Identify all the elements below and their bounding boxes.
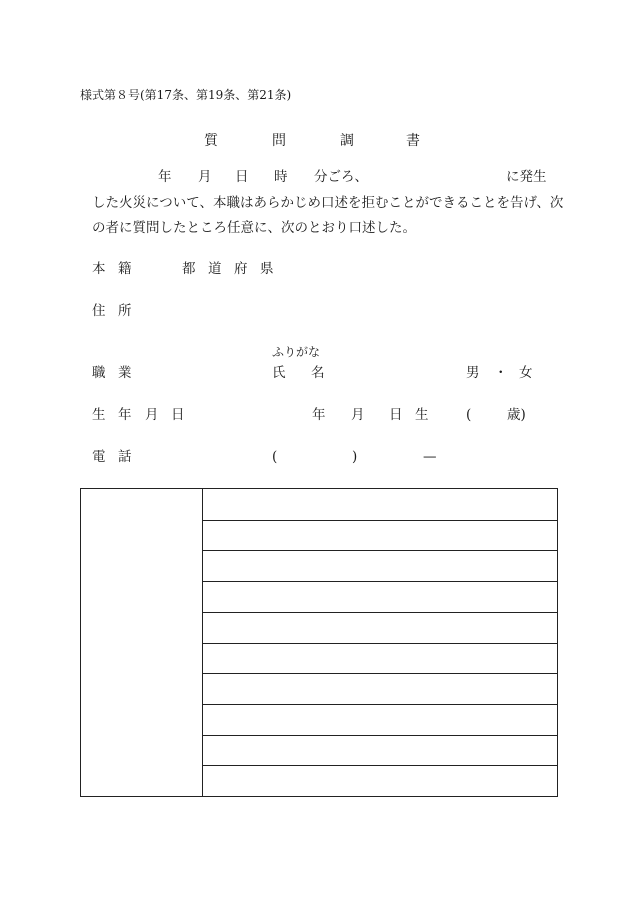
phone-area-open: ( bbox=[272, 449, 278, 465]
furigana-label: ふりがな bbox=[272, 345, 321, 359]
statement-row-line bbox=[202, 612, 557, 613]
age-unit: 歳) bbox=[507, 407, 526, 423]
phone-label-char: 話 bbox=[118, 449, 132, 465]
occupation-label-char: 業 bbox=[118, 365, 132, 381]
birth-label-char: 月 bbox=[145, 407, 159, 423]
statement-row-line bbox=[202, 735, 557, 736]
date-month-unit: 月 bbox=[198, 169, 212, 185]
time-minute-unit: 分ごろ、 bbox=[314, 169, 368, 185]
date-year-unit: 年 bbox=[158, 169, 172, 185]
gender-separator: ・ bbox=[494, 365, 508, 381]
title-char: 調 bbox=[340, 133, 354, 149]
statement-row-line bbox=[202, 581, 557, 582]
birth-label-char: 日 bbox=[171, 407, 185, 423]
title-char: 質 bbox=[204, 133, 218, 149]
birth-suffix: 生 bbox=[415, 407, 429, 423]
age-open-paren: ( bbox=[466, 407, 472, 423]
prefecture-unit: 県 bbox=[260, 261, 274, 277]
honseki-label-char: 本 bbox=[92, 261, 106, 277]
statement-row-line bbox=[202, 643, 557, 644]
address-label-char: 所 bbox=[118, 303, 132, 319]
statement-row-line bbox=[202, 765, 557, 766]
statement-sheet bbox=[80, 488, 558, 797]
occupation-label-char: 職 bbox=[92, 365, 106, 381]
birth-year-unit: 年 bbox=[312, 407, 326, 423]
intro-line-3: の者に質問したところ任意に、次のとおり口述した。 bbox=[92, 220, 416, 236]
name-label-char: 名 bbox=[311, 365, 325, 381]
address-label-char: 住 bbox=[92, 303, 106, 319]
phone-area-close: ) bbox=[352, 449, 358, 465]
prefecture-unit: 都 bbox=[182, 261, 196, 277]
intro-line-2: した火災について、本職はあらかじめ口述を拒むことができることを告げ、次 bbox=[92, 195, 564, 211]
statement-row-line bbox=[202, 520, 557, 521]
statement-row-line bbox=[202, 704, 557, 705]
form-id: 様式第８号(第17条、第19条、第21条) bbox=[80, 88, 292, 102]
phone-dash: — bbox=[423, 449, 437, 465]
statement-row-line bbox=[202, 673, 557, 674]
time-hour-unit: 時 bbox=[274, 169, 288, 185]
gender-female: 女 bbox=[519, 365, 533, 381]
prefecture-unit: 府 bbox=[234, 261, 248, 277]
statement-row-line bbox=[202, 550, 557, 551]
name-label-char: 氏 bbox=[272, 365, 286, 381]
title-char: 問 bbox=[272, 133, 286, 149]
title-char: 書 bbox=[406, 133, 420, 149]
gender-male: 男 bbox=[466, 365, 480, 381]
birth-month-unit: 月 bbox=[351, 407, 365, 423]
occurred-suffix: に発生 bbox=[506, 169, 547, 185]
honseki-label-char: 籍 bbox=[118, 261, 132, 277]
birth-day-unit: 日 bbox=[389, 407, 403, 423]
prefecture-unit: 道 bbox=[208, 261, 222, 277]
date-day-unit: 日 bbox=[235, 169, 249, 185]
phone-label-char: 電 bbox=[92, 449, 106, 465]
birth-label-char: 生 bbox=[92, 407, 106, 423]
birth-label-char: 年 bbox=[118, 407, 132, 423]
